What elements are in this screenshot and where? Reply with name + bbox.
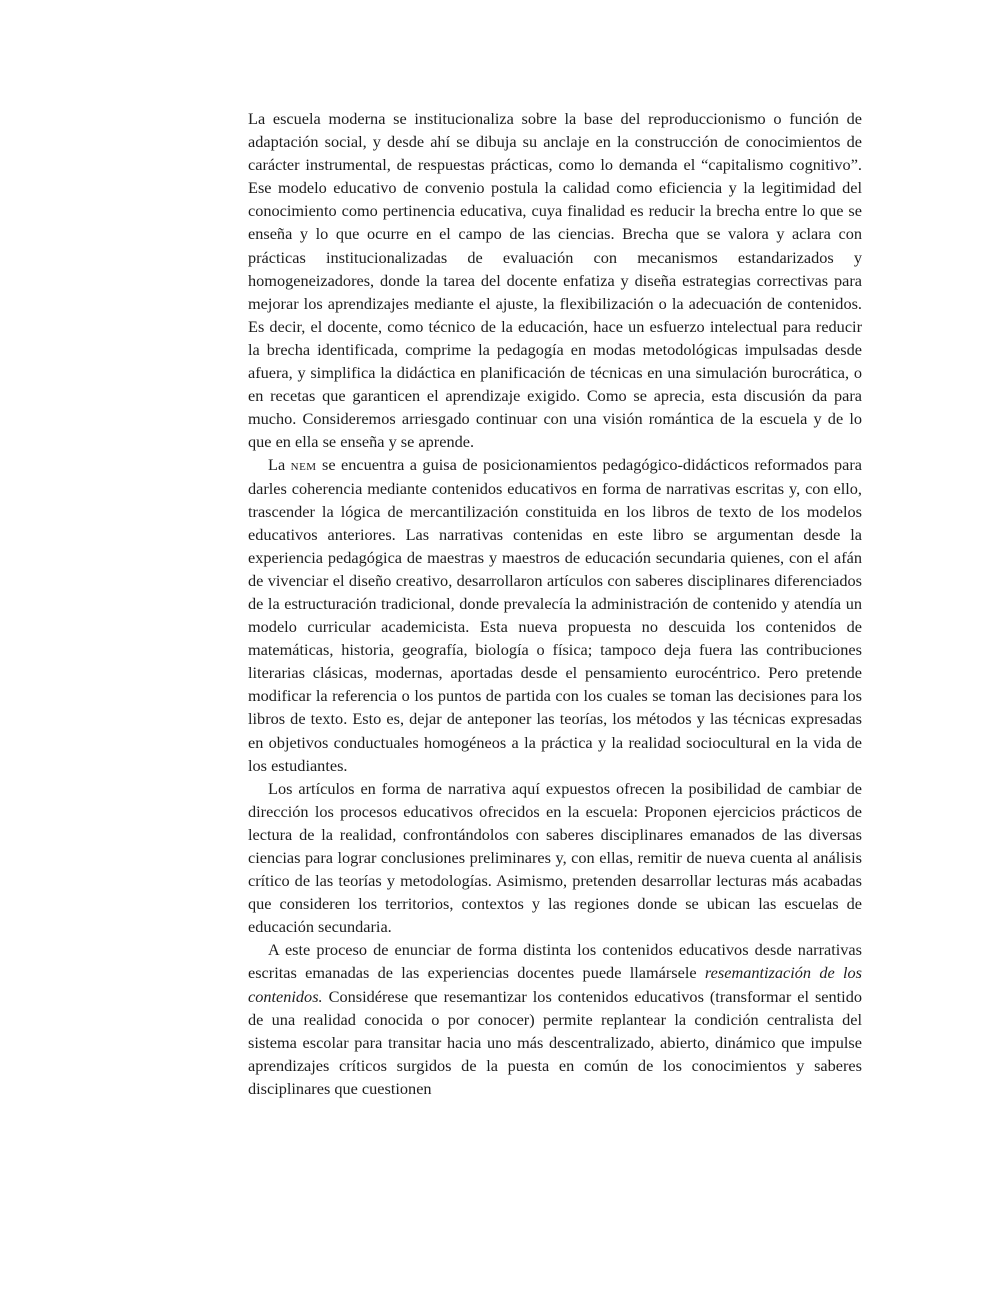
paragraph-4 <box>248 938 862 1100</box>
paragraph-4-rest: Considérese que resemantizar los contenidos educativos (transformar el sentido de una realidad conocida o por conocer) permite replantear la condición centralista del sistema escolar para transitar hacia uno más descentralizado, abierto, dinámico que impulse aprendizajes críticos surgidos de la puesta en común de los conocimientos y saberes disciplinares que cuestionen <box>248 986 862 1098</box>
page-body <box>248 107 862 1100</box>
nem-acronym: nem <box>290 455 317 475</box>
paragraph-2 <box>248 453 862 776</box>
resemantizacion-term: resemantización de los contenidos. <box>248 963 862 1006</box>
paragraph-3: Los artículos en forma de narrativa aquí expuestos ofrecen la posibilidad de cambiar de dirección los procesos educativos ofrecidos en la escuela: Proponen ejercicios prácticos de lectura de la realidad, confrontándolos con saberes disciplinares emanados de las diversas ciencias para lograr conclusiones preliminares y, con ellas, remitir de nueva cuenta al análisis crítico de las teorías y metodologías. Asimismo, pretenden desarrollar lecturas más acabadas que consideren los territorios, contextos y las regiones donde se ubican las escuelas de educación secundaria. <box>248 778 862 937</box>
paragraph-4-start: A este proceso de enunciar de forma distinta los contenidos educativos desde narrativas escritas emanadas de las experiencias docentes puede llamársele <box>248 940 862 983</box>
paragraph-1: La escuela moderna se institucionaliza sobre la base del reproduccionismo o función de adaptación social, y desde ahí se dibuja su anclaje en la construcción de conocimientos de carácter instrumental, de respuestas prácticas, como lo demanda el “capitalismo cognitivo”. Ese modelo educativo de convenio postula la calidad como eficiencia y la legitimidad del conocimiento como pertinencia educativa, cuya finalidad es reducir la brecha entre lo que se enseña y lo que ocurre en el campo de las ciencias. Brecha que se valora y aclara con prácticas institucionalizadas de evaluación con mecanismos estandarizados y homogeneizadores, donde la tarea del docente enfatiza y diseña estrategias correctivas para mejorar los aprendizajes mediante el ajuste, la flexibilización o la adecuación de contenidos. Es decir, el docente, como técnico de la educación, hace un esfuerzo intelectual para reducir la brecha identificada, comprime la pedagogía en modas metodológicas impulsadas desde afuera, y simplifica la didáctica en planificación de técnicas en una simulación burocrática, o en recetas que garanticen el aprendizaje exigido. Como se aprecia, esta discusión da para mucho. Consideremos arriesgado continuar con una visión romántica de la escuela y de lo que en ella se enseña y se aprende. <box>248 109 862 452</box>
paragraph-2-rest: se encuentra a guisa de posicionamientos pedagógico-didácticos reformados para darles coherencia mediante contenidos educativos en forma de narrativas escritas y, con ello, trascender la lógica de mercantilización constituida en los libros de texto de los modelos educativos anteriores. Las narrativas contenidas en este libro se argumentan desde la experiencia pedagógica de maestras y maestros de educación secundaria quienes, con el afán de vivenciar el diseño creativo, desarrollaron artículos con saberes disciplinares diferenciados de la estructuración tradicional, donde prevalecía la administración de contenido y atendía un modelo curricular academicista. Esta nueva propuesta no descuida los contenidos de matemáticas, historia, geografía, biología o física; tampoco deja fuera las contribuciones literarias clásicas, modernas, aportadas desde el pensamiento eurocéntrico. Pero pretende modificar la referencia o los puntos de partida con los cuales se toman las decisiones para los libros de texto. Esto es, dejar de anteponer las teorías, los métodos y las técnicas expresadas en objetivos conductuales homogéneos a la práctica y la realidad sociocultural en la vida de los estudiantes. <box>248 455 862 775</box>
paragraph-2-start: La <box>268 455 291 475</box>
